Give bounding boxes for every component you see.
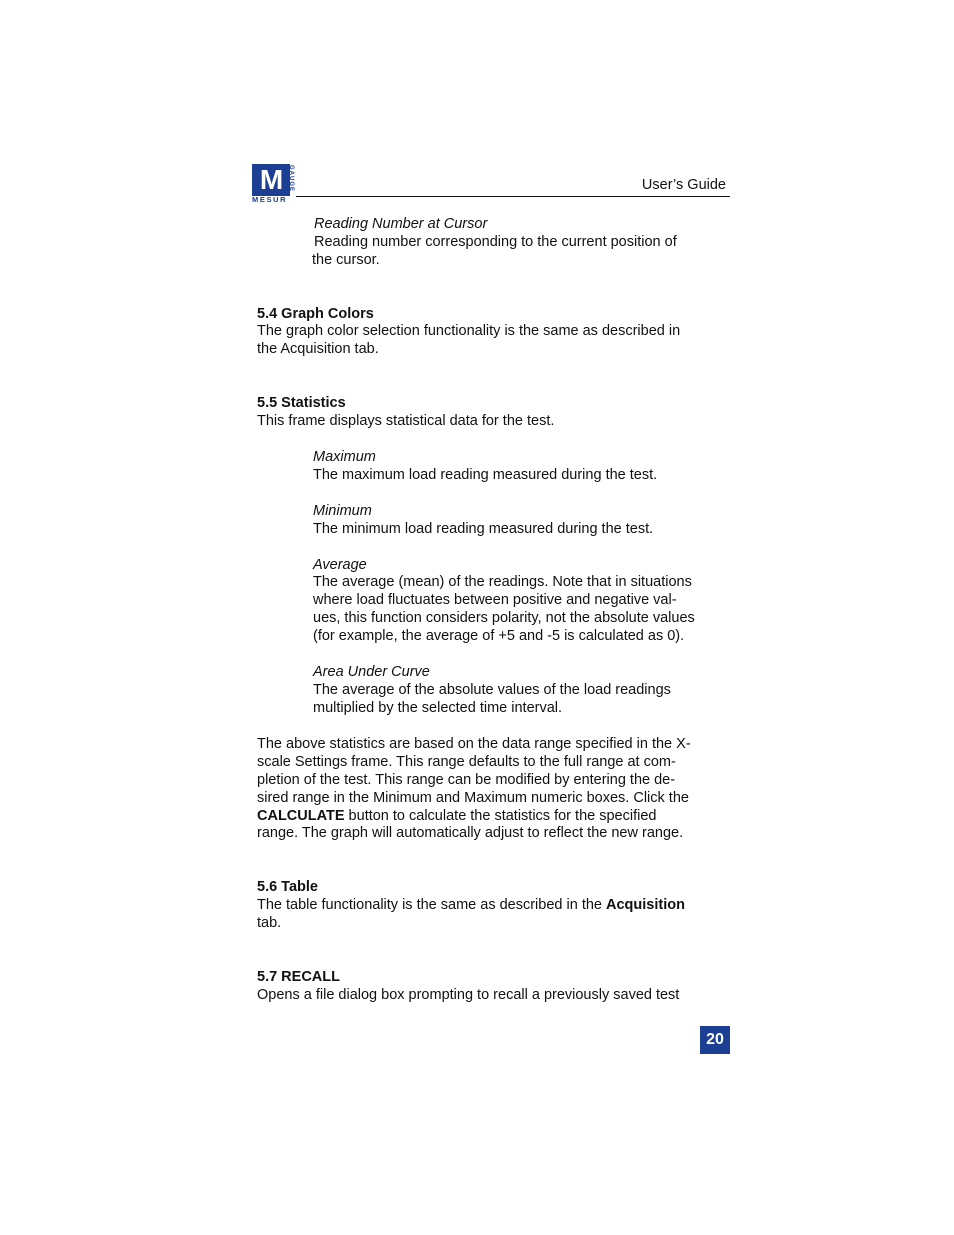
statistics-paragraph-line: The above statistics are based on the data range specified in the X-	[257, 736, 691, 752]
minimum-desc: The minimum load reading measured during the test.	[313, 521, 654, 537]
logo-side-text: GAUGE	[288, 165, 294, 193]
recall-line: Opens a file dialog box prompting to recall a previously saved test	[257, 987, 680, 1003]
graph-colors-line: The graph color selection functionality is the same as described in	[257, 323, 681, 339]
acquisition-keyword: Acquisition	[606, 897, 685, 913]
statistics-heading: 5.5 Statistics	[257, 395, 346, 411]
statistics-paragraph-line: range. The graph will automatically adjust to reflect the new range.	[257, 825, 684, 841]
average-desc-line: where load fluctuates between positive and negative val-	[313, 592, 677, 608]
statistics-paragraph-line	[257, 807, 656, 825]
area-under-curve-desc-line: multiplied by the selected time interval.	[313, 700, 563, 716]
maximum-term: Maximum	[313, 449, 376, 465]
average-desc-line: ues, this function considers polarity, not the absolute values	[313, 610, 695, 626]
mesur-gauge-logo	[252, 164, 296, 204]
table-line: tab.	[257, 915, 282, 931]
logo-bottom-text: MESUR	[252, 195, 288, 204]
logo-letter: M	[259, 164, 283, 195]
cursor-item-desc-line: Reading number corresponding to the current position of	[314, 234, 677, 250]
graph-colors-heading: 5.4 Graph Colors	[257, 306, 374, 322]
statistics-intro: This frame displays statistical data for the test.	[257, 413, 555, 429]
header-divider	[296, 196, 730, 197]
page-number: 20	[700, 1026, 730, 1054]
maximum-desc: The maximum load reading measured during the test.	[313, 467, 658, 483]
cursor-item-term: Reading Number at Cursor	[314, 216, 488, 232]
graph-colors-line: the Acquisition tab.	[257, 341, 379, 357]
header-title: User’s Guide	[641, 177, 726, 193]
average-desc-line: (for example, the average of +5 and -5 is calculated as 0).	[313, 628, 685, 644]
minimum-term: Minimum	[313, 503, 372, 519]
recall-heading: 5.7 RECALL	[257, 969, 340, 985]
statistics-paragraph-line: pletion of the test. This range can be modified by entering the de-	[257, 772, 676, 788]
cursor-item-desc-line: the cursor.	[312, 252, 380, 268]
area-under-curve-term: Area Under Curve	[313, 664, 430, 680]
average-desc-line: The average (mean) of the readings. Note that in situations	[313, 574, 692, 590]
table-line-text: The table functionality is the same as described in the	[257, 897, 606, 913]
statistics-paragraph-line: scale Settings frame. This range defaults to the full range at com-	[257, 754, 676, 770]
calculate-keyword: CALCULATE	[257, 808, 345, 824]
area-under-curve-desc-line: The average of the absolute values of the load readings	[313, 682, 671, 698]
average-term: Average	[313, 557, 367, 573]
table-line	[257, 896, 685, 914]
statistics-paragraph-line: sired range in the Minimum and Maximum numeric boxes. Click the	[257, 790, 689, 806]
table-heading: 5.6 Table	[257, 879, 318, 895]
calculate-line-rest: button to calculate the statistics for the specified	[344, 808, 657, 824]
